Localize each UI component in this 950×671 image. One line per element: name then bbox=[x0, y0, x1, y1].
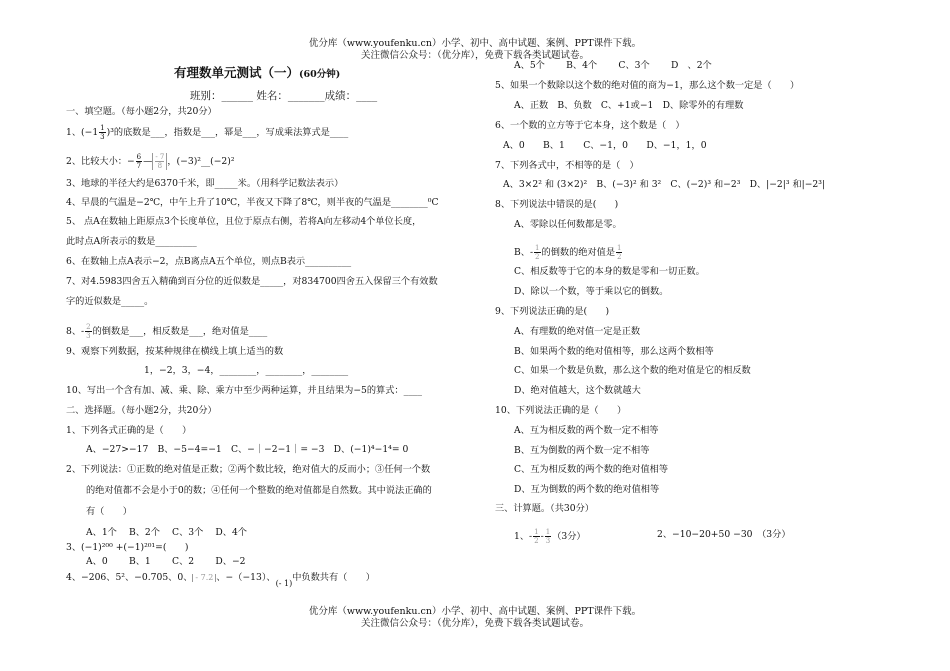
mc-question-4: 4、−206、5²、−0.705、0、 - 7.2 、−（−13）、(- 1)中负数共有（ ） bbox=[66, 572, 375, 588]
mc-question-2-line-1: 2、下列说法：①正数的绝对值是正数；②两个数比较，绝对值大的反而小；③任何一个数 bbox=[66, 464, 431, 475]
mc-question-10: 10、下列说法正确的是（ ） bbox=[495, 405, 627, 416]
mc-question-1-options: A、−27>−17 B、−5−4=−1 C、−｜−2−1｜= −3 D、(−1)⁴−1⁴= 0 bbox=[86, 444, 409, 455]
mc-question-2-options: A、1个 B、2个 C、3个 D、4个 bbox=[86, 527, 247, 538]
mc-question-9-option-a: A、有理数的绝对值一定是正数 bbox=[514, 326, 641, 337]
mc-question-2-line-2: 的绝对值都不会是小于0的数；④任何一个整数的绝对值都是自然数。其中说法正确的 bbox=[86, 485, 432, 496]
question-9-line-2: 1，−2，3，−4，________，________，________ bbox=[144, 365, 349, 376]
mc-question-10-option-a: A、互为相反数的两个数一定不相等 bbox=[514, 425, 659, 436]
mc-question-4-options: A、5个 B、4个 C、3个 D 、2个 bbox=[514, 60, 712, 71]
question-4: 4、早晨的气温是−2℃，中午上升了10℃，半夜又下降了8℃，则半夜的气温是________⁰C bbox=[66, 197, 439, 208]
mc-question-8-option-d: D、除以一个数，等于乘以它的倒数。 bbox=[514, 286, 669, 297]
mc8-fraction-2: $\frac{1}{2}$ bbox=[617, 244, 622, 261]
question-8: 8、- $\frac{2}{3}$ 的倒数是___，相反数是___，绝对值是____ bbox=[66, 323, 268, 340]
question-10: 10、写出一个含有加、减、乘、除、乘方中至少两种运算，并且结果为−5的算式：____ bbox=[66, 385, 422, 396]
mc-question-8-option-a: A、零除以任何数都是零。 bbox=[514, 219, 622, 230]
mc-question-6-options: A、0 B、1 C、−1，0 D、−1，1，0 bbox=[503, 140, 707, 151]
title-time: (60分钟) bbox=[299, 69, 341, 80]
mc-question-2-line-3: 有（ ） bbox=[86, 506, 132, 517]
page-footer bbox=[0, 606, 950, 630]
mc4-absolute-value: - 7.2 bbox=[192, 574, 216, 582]
q2-fraction: $\frac{6}{7}$ bbox=[136, 153, 142, 170]
calc-question-1: 1、- $\frac{1}{2}$ - $\frac{1}{3}$ （3分） bbox=[514, 528, 586, 545]
footer-line-2: 关注微信公众号：（优分库），免费下载各类试题试卷。 bbox=[360, 618, 589, 629]
calc-question-2: 2、−10−20+50 −30 （3分） bbox=[657, 529, 791, 540]
calc1-fraction-2: $\frac{1}{3}$ bbox=[545, 528, 551, 545]
mc-question-3: 3、(−1)²⁰⁰ +(−1)²⁰¹=( ) bbox=[66, 542, 189, 553]
question-6: 6、在数轴上点A表示−2，点B离点A五个单位，则点B表示__________ bbox=[66, 256, 352, 267]
mc-question-10-option-d: D、互为倒数的两个数的绝对值相等 bbox=[514, 484, 660, 495]
mc-question-7-options: A、3×2² 和 (3×2)² B、(−3)² 和 3² C、(−2)³ 和−2³ D、|−2|³ 和|−2³| bbox=[503, 179, 826, 190]
question-3: 3、地球的半径大约是6370千米，即_____米。（用科学记数法表示） bbox=[66, 178, 344, 189]
mc-question-6: 6、一个数的立方等于它本身，这个数是（ ） bbox=[495, 120, 685, 131]
mc-question-8-option-b: B、- $\frac{1}{2}$ 的倒数的绝对值是 $\frac{1}{2}$ bbox=[514, 244, 622, 261]
mc-question-9-option-b: B、如果两个数的绝对值相等，那么这两个数相等 bbox=[514, 346, 714, 357]
mc-question-7: 7、下列各式中，不相等的是（ ） bbox=[495, 160, 639, 171]
mc-question-1: 1、下列各式正确的是（ ） bbox=[66, 425, 192, 436]
mc-question-5: 5、如果一个数除以这个数的绝对值的商为−1，那么这个数一定是（ ） bbox=[495, 80, 800, 91]
mc-question-10-option-b: B、互为倒数的两个数一定不相等 bbox=[514, 445, 650, 456]
question-2: 2、比较大小：− $\frac{6}{7}$ — $\frac{- 7}{8}$ ，(−3)²__(−2)² bbox=[66, 153, 235, 170]
header-line-1: 优分库（www.youfenku.cn）小学、初中、高中试题、案例、PPT课件下载。 bbox=[308, 38, 642, 49]
question-1: 1、(−1 $\frac{1}{3}$ )³的底数是___，指数是___，幂是___，写成乘法算式是____ bbox=[66, 124, 349, 141]
mc-question-3-options: A、0 B、1 C、2 D、−2 bbox=[86, 556, 246, 567]
mc-question-8-option-c: C、相反数等于它的本身的数是零和一切正数。 bbox=[514, 266, 705, 277]
question-5-line-1: 5、 点A在数轴上距原点3个长度单位，且位于原点右侧，若将A向左移动4个单位长度， bbox=[66, 216, 422, 227]
section-2-heading: 二、选择题。（每小题2分，共20分） bbox=[66, 405, 217, 416]
calc1-fraction-1: $\frac{1}{2}$ bbox=[534, 528, 539, 545]
question-7-line-1: 7、对4.5983四舍五入精确到百分位的近似数是_____，对834700四舍五入保留三个有效数 bbox=[66, 276, 438, 287]
mc-question-9-option-c: C、如果一个数是负数，那么这个数的绝对值是它的相反数 bbox=[514, 365, 751, 376]
mc-question-9-option-d: D、绝对值越大，这个数就越大 bbox=[514, 385, 641, 396]
footer-line-1: 优分库（www.youfenku.cn）小学、初中、高中试题、案例、PPT课件下载。 bbox=[308, 606, 642, 617]
question-5-line-2: 此时点A所表示的数是_________ bbox=[66, 236, 197, 247]
mc-question-10-option-c: C、互为相反数的两个数的绝对值相等 bbox=[514, 464, 669, 475]
mc8-fraction-1: $\frac{1}{2}$ bbox=[535, 244, 540, 261]
mc-question-8: 8、下列说法中错误的是( ) bbox=[495, 199, 619, 210]
question-9-line-1: 9、观察下列数据，按某种规律在横线上填上适当的数 bbox=[66, 346, 284, 357]
q1-fraction: $\frac{1}{3}$ bbox=[100, 124, 105, 141]
question-7-line-2: 字的近似数是_____。 bbox=[66, 296, 154, 307]
section-3-heading: 三、计算题。（共30分） bbox=[495, 503, 594, 514]
mc4-squared-term: (- 1) bbox=[275, 579, 293, 588]
page-header bbox=[0, 38, 950, 62]
student-info: 班别：______ 姓名：_______成绩：____ bbox=[190, 90, 378, 102]
header-line-2: 关注微信公众号：（优分库），免费下载各类试题试卷。 bbox=[360, 50, 589, 61]
q2-absolute-value: $\frac{- 7}{8}$ bbox=[152, 153, 167, 170]
q8-fraction: $\frac{2}{3}$ bbox=[86, 323, 91, 340]
page-title: 有理数单元测试（一）(60分钟) bbox=[174, 65, 341, 80]
mc-question-5-options: A、正数 B、负数 C、+1或−1 D、除零外的有理数 bbox=[514, 100, 744, 111]
section-1-heading: 一、填空题。（每小题2分，共20分） bbox=[66, 106, 217, 117]
mc-question-9: 9、下列说法正确的是( ) bbox=[495, 306, 610, 317]
